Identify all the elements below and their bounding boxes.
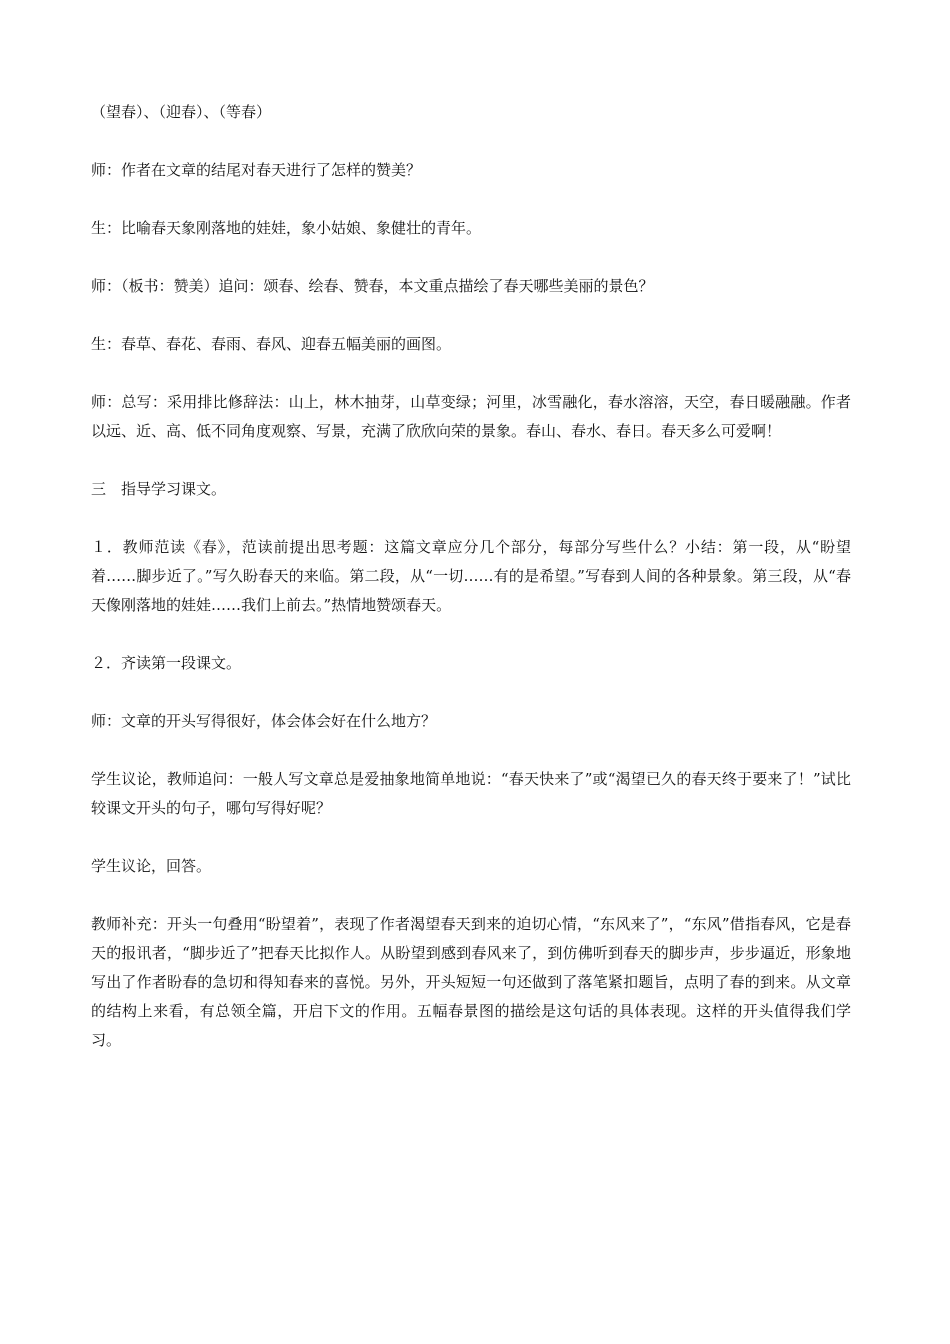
- text-paragraph: 教师补充：开头一句叠用“盼望着”，表现了作者渴望春天到来的迫切心情，“东风来了”，“东风”借指春风，它是春天的报讯者，“脚步近了”把春天比拟作人。从盼望到感到春风来了，到仿佛听到春天的脚步声，步步逼近，形象地写出了作者盼春的急切和得知春来的喜悦。另外，开头短短一句还做到了落笔紧扣题旨，点明了春的到来。从文章的结构上来看，有总领全篇，开启下文的作用。五幅春景图的描绘是这句话的具体表现。这样的开头值得我们学习。: [91, 915, 851, 1049]
- text-paragraph: 学生议论，教师追问：一般人写文章总是爱抽象地简单地说：“春天快来了”或“渴望已久的春天终于要来了！”试比较课文开头的句子，哪句写得好呢？: [91, 770, 851, 817]
- text-paragraph: 师：文章的开头写得很好，体会体会好在什么地方？: [91, 712, 437, 730]
- text-paragraph: ２．齐读第一段课文。: [91, 654, 242, 672]
- text-paragraph: 师：（板书：赞美）追问：颂春、绘春、赞春，本文重点描绘了春天哪些美丽的景色？: [91, 277, 654, 295]
- document-body: [91, 98, 851, 1084]
- text-paragraph: 师：总写：采用排比修辞法：山上，林木抽芽，山草变绿；河里，冰雪融化，春水溶溶，天空，春日暖融融。作者以远、近、高、低不同角度观察、写景，充满了欣欣向荣的景象。春山、春水、春日。春天多么可爱啊！: [91, 393, 851, 440]
- text-paragraph: 师：作者在文章的结尾对春天进行了怎样的赞美？: [91, 161, 422, 179]
- text-paragraph: 学生议论，回答。: [91, 857, 212, 875]
- text-paragraph: 生：春草、春花、春雨、春风、迎春五幅美丽的画图。: [91, 335, 452, 353]
- section-heading: 三 指导学习课文。: [91, 480, 227, 498]
- text-paragraph: １．教师范读《春》，范读前提出思考题：这篇文章应分几个部分，每部分写些什么？小结：第一段，从“盼望着……脚步近了。”写久盼春天的来临。第二段，从“一切……有的是希望。”写春到人间的各种景象。第三段，从“春天像刚落地的娃娃……我们上前去。”热情地赞颂春天。: [91, 538, 851, 614]
- text-paragraph: 生：比喻春天象刚落地的娃娃，象小姑娘、象健壮的青年。: [91, 219, 482, 237]
- text-paragraph: （望春）、（迎春）、（等春）: [91, 103, 272, 121]
